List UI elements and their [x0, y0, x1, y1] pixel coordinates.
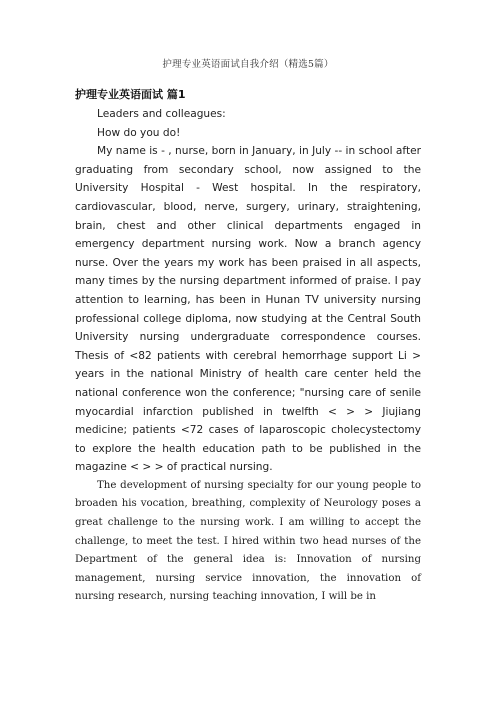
section-heading: 护理专业英语面试 篇1: [75, 88, 186, 101]
greeting-paragraph: How do you do!: [97, 126, 181, 139]
document-body: [75, 86, 421, 607]
salutation-paragraph: Leaders and colleagues:: [97, 108, 226, 120]
introduction-paragraph: My name is - , nurse, born in January, in July -- in school after graduating from secondary school, now assigned to the University Hospital - West hospital. In the respiratory, cardiovascular, blood, nerve, surgery, urinary, straightening, brain, chest and other clinical departments engaged in emergency department nursing work. Now a branch agency nurse. Over the years my work has been praised in all aspects, many times by the nursing department informed of praise. I pay attention to learning, has been in Hunan TV university nursing professional college diploma, now studying at the Central South University nursing undergraduate correspondence courses. Thesis of <82 patients with cerebral hemorrhage support Li > years in the national Ministry of health care center held the national conference won the conference; "nursing care of senile myocardial infarction published in twelfth < > > Jiujiang medicine; patients <72 cases of laparoscopic cholecystectomy to explore the health education path to be published in the magazine < > > of practical nursing.: [75, 145, 421, 474]
development-paragraph: The development of nursing specialty for our young people to broaden his vocation, breathing, complexity of Neurology poses a great challenge to the nursing work. I am willing to accept the challenge, to meet the test. I hired within two head nurses of the Department of the general idea is: Innovation of nursing management, nursing service innovation, the innovation of nursing research, nursing teaching innovation, I will be in: [75, 479, 421, 603]
page-header-title: 护理专业英语面试自我介绍（精选5篇）: [162, 59, 334, 70]
